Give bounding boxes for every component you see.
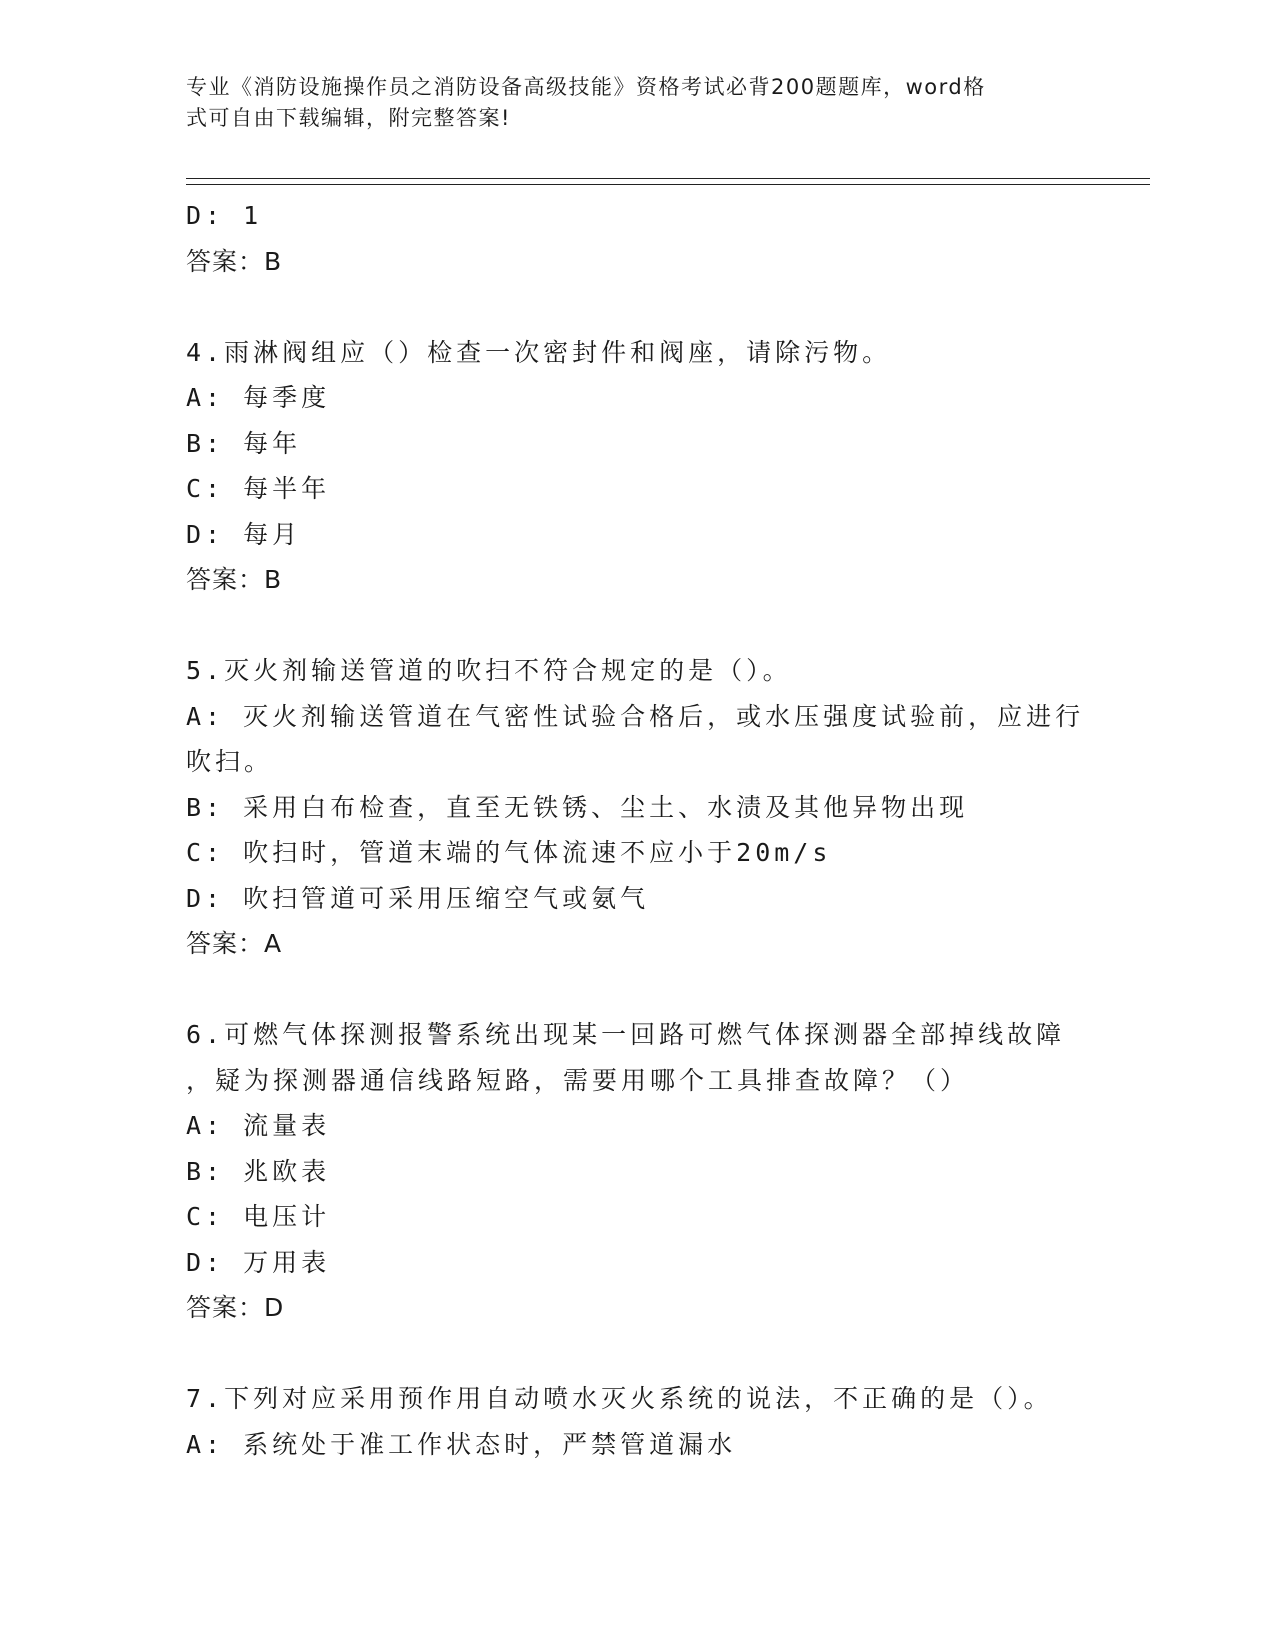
spacer (186, 603, 1086, 649)
question-3-tail (186, 193, 1086, 284)
option-d: D: 吹扫管道可采用压缩空气或氨气 (186, 883, 650, 913)
spacer (186, 284, 1086, 330)
header-title-line-2: 式可自由下载编辑，附完整答案! (186, 106, 511, 130)
option-c: C: 吹扫时，管道末端的气体流速不应小于20m/s (186, 838, 832, 867)
option-a: A: 每季度 (186, 383, 331, 412)
option-a-line-2: 吹扫。 (186, 747, 274, 776)
question-4 (186, 330, 1086, 603)
question-5 (186, 648, 1086, 967)
question-content (186, 193, 1086, 1467)
question-stem: 5.灭火剂输送管道的吹扫不符合规定的是（）。 (186, 656, 792, 685)
header-divider-bottom (186, 184, 1150, 185)
option-d: D: 每月 (186, 519, 302, 549)
answer-line: 答案：B (186, 565, 283, 594)
page-header (186, 72, 1066, 134)
question-stem-line-2: ，疑为探测器通信线路短路，需要用哪个工具排查故障？（） (186, 1065, 970, 1095)
header-divider-top (186, 178, 1150, 179)
spacer (186, 967, 1086, 1013)
question-6 (186, 1012, 1086, 1331)
question-7 (186, 1376, 1086, 1467)
option-c: C: 电压计 (186, 1202, 331, 1231)
answer-line: 答案：A (186, 929, 283, 958)
question-stem: 4.雨淋阀组应（）检查一次密封件和阀座，请除污物。 (186, 337, 892, 367)
option-a: A: 流量表 (186, 1111, 331, 1140)
question-stem-line-1: 6.可燃气体探测报警系统出现某一回路可燃气体探测器全部掉线故障 (186, 1020, 1066, 1049)
option-b: B: 每年 (186, 428, 302, 458)
question-stem: 7.下列对应采用预作用自动喷水灭火系统的说法，不正确的是（）。 (186, 1384, 1053, 1413)
answer-line: 答案：D (186, 1293, 285, 1322)
option-b: B: 采用白布检查，直至无铁锈、尘土、水渍及其他异物出现 (186, 792, 969, 822)
option-a: A: 系统处于准工作状态时，严禁管道漏水 (186, 1429, 737, 1459)
spacer (186, 1331, 1086, 1377)
answer-line: 答案：B (186, 246, 283, 276)
option-a-line-1: A: 灭火剂输送管道在气密性试验合格后，或水压强度试验前，应进行 (186, 701, 1085, 731)
option-c: C: 每半年 (186, 474, 331, 503)
option-d: D: 万用表 (186, 1247, 331, 1277)
header-title-line-1: 专业《消防设施操作员之消防设备高级技能》资格考试必背200题题库，word格 (186, 75, 986, 99)
option-d: D: 1 (186, 201, 263, 230)
option-b: B: 兆欧表 (186, 1156, 331, 1186)
